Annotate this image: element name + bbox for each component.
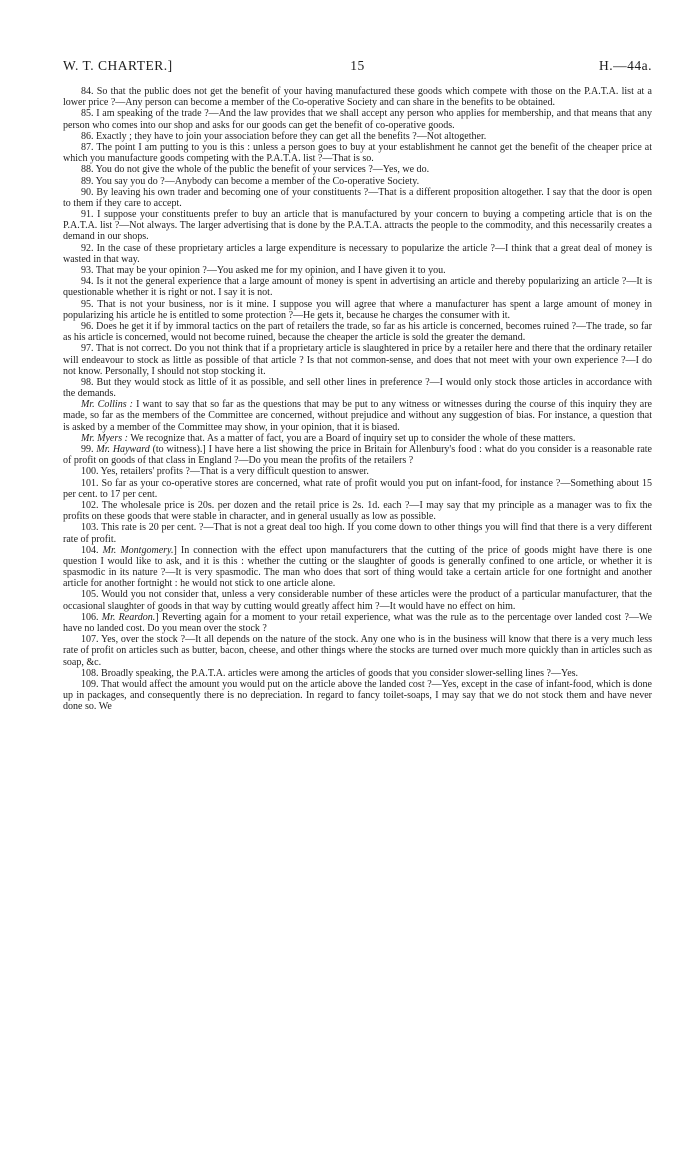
testimony-body	[63, 86, 652, 713]
paragraph	[63, 634, 652, 668]
paragraph-text: 100. Yes, retailers' profits ?—That is a very difficult question to answer.	[81, 466, 369, 478]
paragraph	[63, 522, 652, 544]
paragraph	[63, 176, 652, 187]
header-witness-name: W. T. CHARTER.]	[63, 58, 173, 73]
paragraph	[63, 478, 652, 500]
paragraph-text: 95. That is not your business, nor is it mine. I suppose you will agree that where a manufacturer has spent a large amount of money in popularizing his article he is entitled to some protection ?—He gets it, because he charges the consumer with it.	[63, 298, 652, 321]
paragraph	[63, 86, 652, 108]
paragraph-text: 94. Is it not the general experience that a large amount of money is spent in advertising an article and thereby popularizing an article ?—It is questionable whether it is right or not. I say it is not.	[63, 276, 652, 299]
page-header	[63, 58, 652, 80]
paragraph-text: 84. So that the public does not get the benefit of your having manufactured these goods which compete with those on the P.A.T.A. list at a lower price ?—Any person can become a member of the Co-operative Society and can share in the benefits to be obtained.	[63, 86, 652, 109]
paragraph	[63, 444, 652, 466]
paragraph	[63, 164, 652, 175]
document-reference: H.—44a.	[599, 58, 652, 73]
speaker-name: Mr. Hayward	[96, 444, 150, 455]
paragraph-text: 101. So far as your co-operative stores are concerned, what rate of profit would you put on infant-food, for instance ?—Something about 15 per cent. to 17 per cent.	[63, 477, 652, 500]
paragraph	[63, 243, 652, 265]
paragraph-text: ] Reverting again for a moment to your retail experience, what was the rule as to the percentage over landed cost ?—We have no landed cost. Do you mean over the stock ?	[63, 611, 653, 634]
paragraph	[63, 265, 652, 276]
question-number: 99.	[81, 444, 97, 455]
paragraph-text: ] In connection with the effect upon manufacturers that the cutting of the price of goods might have there is one question I would like to ask, and it is this : whether the cutting or the slaughter of goods is generally confined to one article, or whether it is spasmodic in its nature ?—It is very spasmodic. The man who does that sort of thing would take a certain article for one fortnight and another article for another fortnight : he would not stick to one article alone.	[63, 544, 652, 590]
paragraph	[63, 131, 652, 142]
paragraph	[63, 343, 652, 377]
speaker-name: Mr. Collins :	[81, 399, 134, 411]
paragraph	[63, 108, 652, 130]
paragraph-text: 108. Broadly speaking, the P.A.T.A. articles were among the articles of goods that you consider slower-selling lines ?—Yes.	[81, 667, 579, 679]
paragraph-text: 102. The wholesale price is 20s. per dozen and the retail price is 2s. 1d. each ?—I may say that my principle as a manager was to fix the profits on these goods that were stable in character, and in general usually as low as possible.	[63, 499, 652, 523]
question-number: 106.	[81, 611, 102, 623]
question-number: 104.	[81, 544, 103, 556]
paragraph	[63, 668, 652, 679]
paragraph-text: 86. Exactly ; they have to join your association before they can get all the benefits ?—Not altogether.	[81, 130, 487, 142]
paragraph	[63, 399, 652, 433]
paragraph-text: 93. That may be your opinion ?—You asked me for my opinion, and I have given it to you.	[81, 265, 446, 276]
paragraph-text: I want to say that so far as the questions that may be put to any witness or witnesses during the course of this inquiry they are made, so far as the members of the Committee are concerned, without prejudice and without any suggestion of bias. For instance, a question that is asked by a member of the Committee may show, in your opinion, that it is biased.	[63, 399, 653, 433]
paragraph	[63, 433, 652, 444]
paragraph-text: 92. In the case of these proprietary articles a large expenditure is necessary to popularize the article ?—I think that a great deal of money is wasted in that way.	[63, 242, 652, 265]
page-number: 15	[350, 58, 365, 73]
speaker-name: Mr. Reardon.	[101, 611, 156, 623]
paragraph	[63, 545, 652, 590]
paragraph	[63, 142, 652, 164]
paragraph-text: We recognize that. As a matter of fact, you are a Board of inquiry set up to consider the whole of these matters.	[128, 432, 576, 444]
paragraph	[63, 299, 652, 321]
paragraph-text: 103. This rate is 20 per cent. ?—That is not a great deal too high. If you come down to other things you will find that there is a very different rate of profit.	[63, 522, 652, 545]
paragraph	[63, 276, 652, 298]
paragraph	[63, 209, 652, 243]
paragraph-text: 96. Does he get it if by immoral tactics on the part of retailers the trade, so far as his article is concerned, becomes ruined ?—The trade, so far as his article is concerned, would not become ruined, because the cheaper the article is sold the greater the demand.	[63, 320, 652, 344]
paragraph	[63, 679, 652, 713]
paragraph-text: 90. By leaving his own trader and becoming one of your constituents ?—That is a different proposition altogether. I say that the door is open to them if they care to accept.	[63, 186, 652, 209]
paragraph-text: 89. You say you do ?—Anybody can become a member of the Co-operative Society.	[81, 175, 420, 187]
paragraph-text: 105. Would you not consider that, unless a very considerable number of these articles were the product of a particular manufacturer, that the occasional slaughter of goods in that way by cutting would greatly affect him ?—It would have no effect on him.	[63, 589, 652, 612]
paragraph-text: 91. I suppose your constituents prefer to buy an article that is manufactured by your concern to buying a competing article that is on the P.A.T.A. list ?—Not always. The larger advertising that is done by the P.A.T.A. attracts the people to the commodity, and this necessarily creates a demand in our shops.	[63, 209, 652, 243]
paragraph-text: 87. The point I am putting to you is this : unless a person goes to buy at your establishment he cannot get the benefit of the cheaper price at which you manufacture goods competing with the P.A.T.A. list ?—That is so.	[63, 141, 652, 165]
paragraph	[63, 321, 652, 343]
paragraph	[63, 500, 652, 522]
paragraph-text: 107. Yes, over the stock ?—It all depends on the nature of the stock. Any one who is in the business will know that there is a very much less rate of profit on articles such as butter, bacon, cheese, and other things where the stocks are turned over much more quickly than in articles such as soap, &c.	[63, 634, 652, 668]
speaker-name: Mr. Montgomery.	[102, 544, 174, 556]
paragraph-text: 85. I am speaking of the trade ?—And the law provides that we shall accept any person who applies for membership, and that means that any person who comes into our shop and asks for our goods can get the benefit of co-operative goods.	[63, 108, 652, 131]
paragraph	[63, 377, 652, 399]
paragraph	[63, 612, 652, 634]
paragraph-text: 97. That is not correct. Do you not think that if a proprietary article is slaughtered in price by a retailer here and there that the ordinary retailer will endeavour to stock as little as possible of that article ? Is that not common-sense, and does that not meet with your own experience ?—I do not know. Personally, I should not stop stocking it.	[63, 343, 652, 377]
paragraph	[63, 589, 652, 611]
paragraph	[63, 466, 652, 477]
paragraph-text: 98. But they would stock as little of it as possible, and sell other lines in preference ?—I would only stock those articles in accordance with the demands.	[63, 376, 652, 400]
speaker-name: Mr. Myers :	[81, 432, 129, 444]
paragraph-text: (to witness).] I have here a list showing the price in Britain for Allenbury's food : what do you consider is a reasonable rate of profit on goods of that class in England ?—Do you mean the profits of the retailers ?	[63, 444, 652, 467]
paragraph	[63, 187, 652, 209]
paragraph-text: 88. You do not give the whole of the public the benefit of your services ?—Yes, we do.	[81, 164, 430, 176]
paragraph-text: 109. That would affect the amount you would put on the article above the landed cost ?—Yes, except in the case of infant-food, which is done up in packages, and consequently there is no depreciation. In regard to fancy toilet-soaps, I may say that we do not stock them and have never done so. We	[63, 678, 652, 713]
